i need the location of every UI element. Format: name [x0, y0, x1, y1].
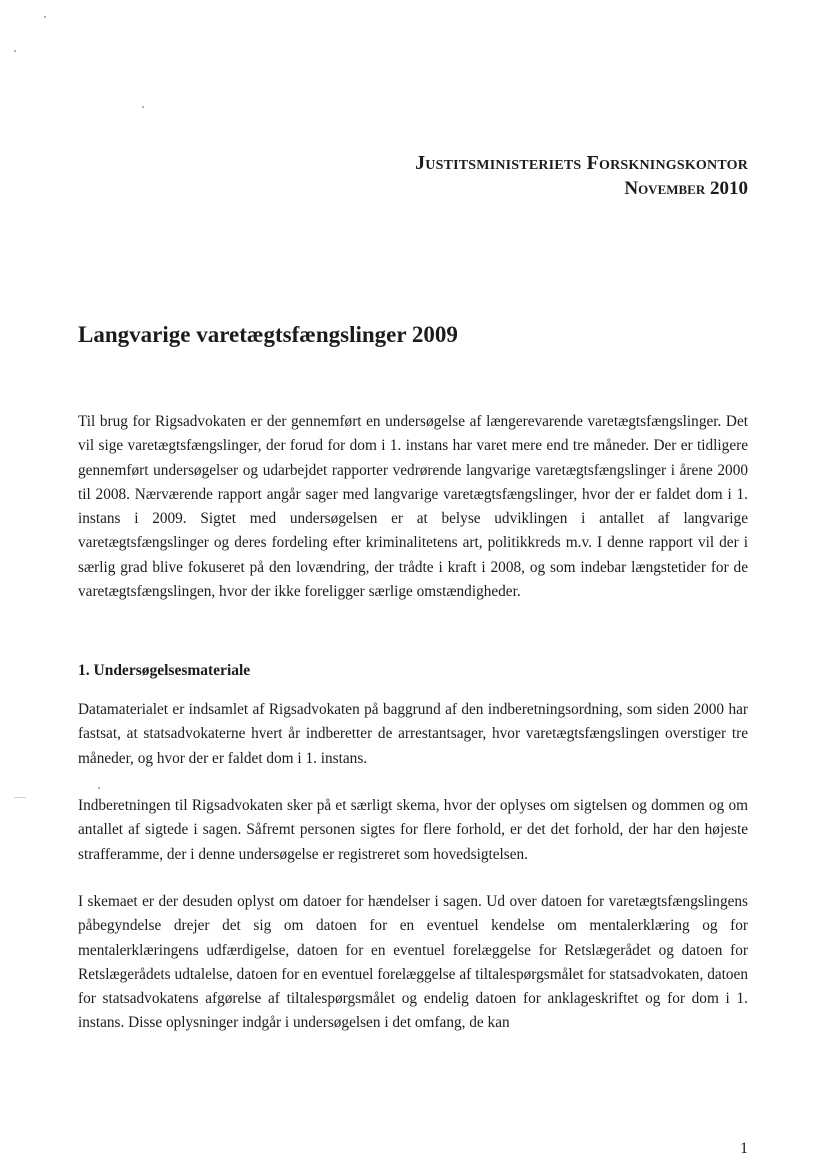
organization-name: Justitsministeriets Forskningskontor: [415, 152, 748, 174]
section-paragraph-1: Datamaterialet er indsamlet af Rigsadvokaten på baggrund af den indberetningsordning, som siden 2000 har fastsat, at statsadvokaterne hvert år indberetter de arrestantsager, hvor varetægtsfængslingen overstiger tre måneder, og hvor der er faldet dom i 1. instans.: [78, 701, 748, 767]
section-paragraph-3: I skemaet er der desuden oplyst om datoer for hændelser i sagen. Ud over datoen for varetægtsfængslingens påbegyndelse drejer det sig om datoen for en eventuel kendelse om mentalerklæring og for mentalerklæringens udfærdigelse, datoen for en eventuel forelæggelse for Retslægerådet og datoen for Retslægerådets udtalelse, datoen for en eventuel forelæggelse af tiltalespørgsmålet for statsadvokaten, datoen for statsadvokatens afgørelse af tiltalespørgsmålet og endelig datoen for anklageskriftet og for dom i 1. instans. Disse oplysninger indgår i undersøgelsen i det omfang, de kan: [78, 893, 748, 1032]
section-heading: 1. Undersøgelsesmateriale: [78, 662, 251, 679]
section-paragraph-2: Indberetningen til Rigsadvokaten sker på et særligt skema, hvor der oplyses om sigtelsen og dommen og om antallet af sigtede i sagen. Såfremt personen sigtes for flere forhold, er det det forhold, der har den højeste strafferamme, der i denne undersøgelse er registreret som hovedsigtelsen.: [78, 797, 748, 863]
scan-speck: [98, 787, 100, 789]
page-number: 1: [740, 1140, 748, 1157]
scan-speck: [142, 106, 144, 108]
publication-date: November 2010: [624, 178, 748, 199]
scan-speck: [44, 16, 46, 18]
intro-paragraph: Til brug for Rigsadvokaten er der gennemført en undersøgelse af længerevarende varetægtsfængslinger. Det vil sige varetægtsfængslinger, der forud for dom i 1. instans har varet mere end tre måneder. Der er tidligere gennemført undersøgelser og udarbejdet rapporter vedrørende langvarige varetægtsfængslinger i årene 2000 til 2008. Nærværende rapport angår sager med langvarige varetægtsfængslinger, hvor der er faldet dom i 1. instans i 2009. Sigtet med undersøgelsen er at belyse udviklingen i antallet af langvarige varetægtsfængslinger og deres fordeling efter kriminalitetens art, politikkreds m.v. I denne rapport vil der i særlig grad blive fokuseret på den lovændring, der trådte i kraft i 2008, og som indebar længstetider for de varetægtsfængslingen, hvor der ikke foreligger særlige omstændigheder.: [78, 413, 748, 601]
document-title: Langvarige varetægtsfængslinger 2009: [78, 322, 458, 347]
document-header: [415, 150, 748, 202]
scan-mark: [14, 797, 26, 798]
scan-speck: [14, 50, 16, 52]
